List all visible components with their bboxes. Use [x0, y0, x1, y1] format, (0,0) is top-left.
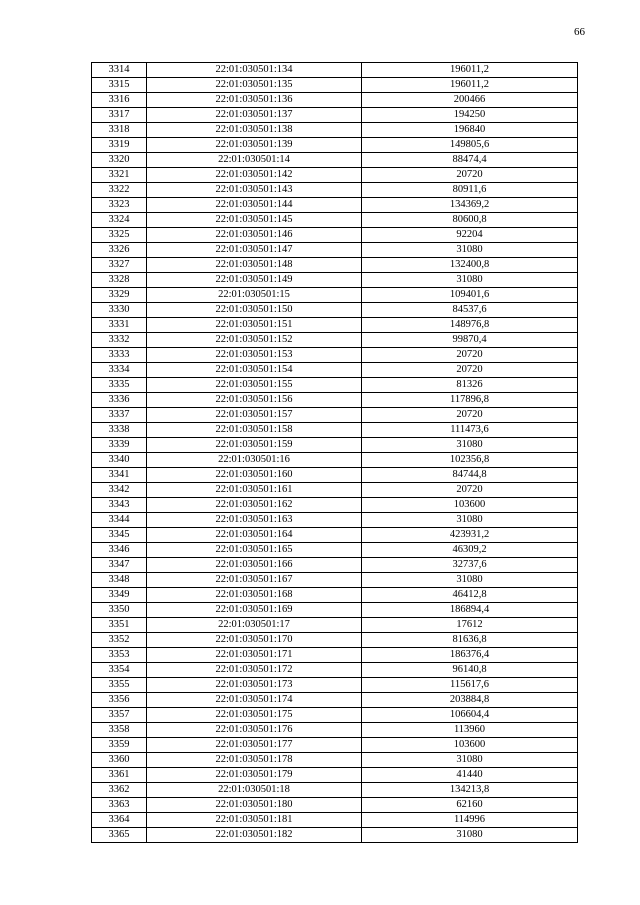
value-cell: 84744,8 — [362, 468, 578, 483]
row-number-cell: 3354 — [92, 663, 147, 678]
table-row — [92, 678, 578, 693]
row-number-cell: 3345 — [92, 528, 147, 543]
cadastral-number-cell: 22:01:030501:18 — [147, 783, 362, 798]
row-number-cell: 3315 — [92, 78, 147, 93]
row-number-cell: 3357 — [92, 708, 147, 723]
table-row — [92, 708, 578, 723]
table-row — [92, 723, 578, 738]
row-number-cell: 3319 — [92, 138, 147, 153]
table-row — [92, 693, 578, 708]
value-cell: 31080 — [362, 753, 578, 768]
cadastral-number-cell: 22:01:030501:172 — [147, 663, 362, 678]
value-cell: 132400,8 — [362, 258, 578, 273]
value-cell: 31080 — [362, 438, 578, 453]
cadastral-number-cell: 22:01:030501:137 — [147, 108, 362, 123]
value-cell: 46309,2 — [362, 543, 578, 558]
value-cell: 423931,2 — [362, 528, 578, 543]
value-cell: 20720 — [362, 168, 578, 183]
table-row — [92, 318, 578, 333]
cadastral-number-cell: 22:01:030501:139 — [147, 138, 362, 153]
row-number-cell: 3328 — [92, 273, 147, 288]
row-number-cell: 3361 — [92, 768, 147, 783]
cadastral-number-cell: 22:01:030501:181 — [147, 813, 362, 828]
row-number-cell: 3356 — [92, 693, 147, 708]
cadastral-number-cell: 22:01:030501:180 — [147, 798, 362, 813]
table-row — [92, 753, 578, 768]
cadastral-number-cell: 22:01:030501:149 — [147, 273, 362, 288]
cadastral-number-cell: 22:01:030501:165 — [147, 543, 362, 558]
value-cell: 96140,8 — [362, 663, 578, 678]
row-number-cell: 3362 — [92, 783, 147, 798]
table-row — [92, 468, 578, 483]
table-row — [92, 633, 578, 648]
value-cell: 32737,6 — [362, 558, 578, 573]
value-cell: 99870,4 — [362, 333, 578, 348]
cadastral-number-cell: 22:01:030501:138 — [147, 123, 362, 138]
cadastral-number-cell: 22:01:030501:182 — [147, 828, 362, 843]
table-row — [92, 573, 578, 588]
table-row — [92, 603, 578, 618]
value-cell: 81326 — [362, 378, 578, 393]
value-cell: 31080 — [362, 273, 578, 288]
row-number-cell: 3359 — [92, 738, 147, 753]
value-cell: 20720 — [362, 363, 578, 378]
value-cell: 92204 — [362, 228, 578, 243]
cadastral-number-cell: 22:01:030501:167 — [147, 573, 362, 588]
value-cell: 196840 — [362, 123, 578, 138]
row-number-cell: 3331 — [92, 318, 147, 333]
cadastral-number-cell: 22:01:030501:143 — [147, 183, 362, 198]
table-row — [92, 63, 578, 78]
cadastral-number-cell: 22:01:030501:161 — [147, 483, 362, 498]
table-row — [92, 213, 578, 228]
table-row — [92, 513, 578, 528]
table-row — [92, 768, 578, 783]
row-number-cell: 3338 — [92, 423, 147, 438]
value-cell: 186894,4 — [362, 603, 578, 618]
cadastral-number-cell: 22:01:030501:148 — [147, 258, 362, 273]
row-number-cell: 3327 — [92, 258, 147, 273]
table-row — [92, 243, 578, 258]
table-row — [92, 288, 578, 303]
cadastral-number-cell: 22:01:030501:158 — [147, 423, 362, 438]
cadastral-number-cell: 22:01:030501:134 — [147, 63, 362, 78]
cadastral-number-cell: 22:01:030501:16 — [147, 453, 362, 468]
row-number-cell: 3329 — [92, 288, 147, 303]
table-row — [92, 798, 578, 813]
value-cell: 148976,8 — [362, 318, 578, 333]
value-cell: 62160 — [362, 798, 578, 813]
cadastral-number-cell: 22:01:030501:144 — [147, 198, 362, 213]
table-row — [92, 123, 578, 138]
row-number-cell: 3352 — [92, 633, 147, 648]
row-number-cell: 3332 — [92, 333, 147, 348]
table-row — [92, 783, 578, 798]
table-row — [92, 333, 578, 348]
table-row — [92, 498, 578, 513]
row-number-cell: 3326 — [92, 243, 147, 258]
table-row — [92, 543, 578, 558]
table-row — [92, 153, 578, 168]
row-number-cell: 3344 — [92, 513, 147, 528]
row-number-cell: 3351 — [92, 618, 147, 633]
table-row — [92, 738, 578, 753]
table-row — [92, 393, 578, 408]
row-number-cell: 3363 — [92, 798, 147, 813]
value-cell: 20720 — [362, 408, 578, 423]
table-row — [92, 378, 578, 393]
cadastral-number-cell: 22:01:030501:173 — [147, 678, 362, 693]
cadastral-number-cell: 22:01:030501:155 — [147, 378, 362, 393]
page-number: 66 — [574, 26, 585, 38]
cadastral-number-cell: 22:01:030501:15 — [147, 288, 362, 303]
value-cell: 111473,6 — [362, 423, 578, 438]
row-number-cell: 3317 — [92, 108, 147, 123]
value-cell: 196011,2 — [362, 63, 578, 78]
row-number-cell: 3337 — [92, 408, 147, 423]
row-number-cell: 3365 — [92, 828, 147, 843]
table-row — [92, 183, 578, 198]
table-row — [92, 258, 578, 273]
row-number-cell: 3346 — [92, 543, 147, 558]
cadastral-number-cell: 22:01:030501:179 — [147, 768, 362, 783]
value-cell: 113960 — [362, 723, 578, 738]
table-row — [92, 93, 578, 108]
cadastral-number-cell: 22:01:030501:178 — [147, 753, 362, 768]
row-number-cell: 3333 — [92, 348, 147, 363]
table-row — [92, 828, 578, 843]
table-row — [92, 303, 578, 318]
row-number-cell: 3336 — [92, 393, 147, 408]
value-cell: 102356,8 — [362, 453, 578, 468]
cadastral-number-cell: 22:01:030501:170 — [147, 633, 362, 648]
cadastral-number-cell: 22:01:030501:171 — [147, 648, 362, 663]
row-number-cell: 3330 — [92, 303, 147, 318]
value-cell: 31080 — [362, 243, 578, 258]
table-row — [92, 528, 578, 543]
cadastral-number-cell: 22:01:030501:150 — [147, 303, 362, 318]
value-cell: 20720 — [362, 483, 578, 498]
table-row — [92, 483, 578, 498]
value-cell: 17612 — [362, 618, 578, 633]
row-number-cell: 3360 — [92, 753, 147, 768]
row-number-cell: 3316 — [92, 93, 147, 108]
value-cell: 114996 — [362, 813, 578, 828]
row-number-cell: 3355 — [92, 678, 147, 693]
cadastral-number-cell: 22:01:030501:157 — [147, 408, 362, 423]
cadastral-number-cell: 22:01:030501:177 — [147, 738, 362, 753]
row-number-cell: 3364 — [92, 813, 147, 828]
table-row — [92, 228, 578, 243]
row-number-cell: 3348 — [92, 573, 147, 588]
table-row — [92, 363, 578, 378]
table-row — [92, 588, 578, 603]
table-row — [92, 198, 578, 213]
value-cell: 203884,8 — [362, 693, 578, 708]
value-cell: 46412,8 — [362, 588, 578, 603]
cadastral-number-cell: 22:01:030501:14 — [147, 153, 362, 168]
cadastral-number-cell: 22:01:030501:146 — [147, 228, 362, 243]
table-row — [92, 408, 578, 423]
table-row — [92, 273, 578, 288]
value-cell: 80600,8 — [362, 213, 578, 228]
value-cell: 103600 — [362, 738, 578, 753]
row-number-cell: 3340 — [92, 453, 147, 468]
table-row — [92, 348, 578, 363]
cadastral-number-cell: 22:01:030501:17 — [147, 618, 362, 633]
value-cell: 196011,2 — [362, 78, 578, 93]
value-cell: 80911,6 — [362, 183, 578, 198]
cadastral-number-cell: 22:01:030501:152 — [147, 333, 362, 348]
table-body — [92, 63, 578, 843]
value-cell: 194250 — [362, 108, 578, 123]
row-number-cell: 3349 — [92, 588, 147, 603]
table-row — [92, 453, 578, 468]
row-number-cell: 3350 — [92, 603, 147, 618]
cadastral-number-cell: 22:01:030501:145 — [147, 213, 362, 228]
row-number-cell: 3320 — [92, 153, 147, 168]
cadastral-number-cell: 22:01:030501:166 — [147, 558, 362, 573]
cadastral-number-cell: 22:01:030501:147 — [147, 243, 362, 258]
cadastral-number-cell: 22:01:030501:156 — [147, 393, 362, 408]
value-cell: 31080 — [362, 573, 578, 588]
table-row — [92, 813, 578, 828]
table-row — [92, 423, 578, 438]
value-cell: 200466 — [362, 93, 578, 108]
row-number-cell: 3358 — [92, 723, 147, 738]
table-row — [92, 558, 578, 573]
row-number-cell: 3347 — [92, 558, 147, 573]
value-cell: 88474,4 — [362, 153, 578, 168]
row-number-cell: 3321 — [92, 168, 147, 183]
cadastral-number-cell: 22:01:030501:160 — [147, 468, 362, 483]
cadastral-number-cell: 22:01:030501:159 — [147, 438, 362, 453]
row-number-cell: 3334 — [92, 363, 147, 378]
cadastral-number-cell: 22:01:030501:163 — [147, 513, 362, 528]
table-row — [92, 618, 578, 633]
row-number-cell: 3318 — [92, 123, 147, 138]
table-row — [92, 663, 578, 678]
value-cell: 81636,8 — [362, 633, 578, 648]
value-cell: 31080 — [362, 513, 578, 528]
cadastral-number-cell: 22:01:030501:168 — [147, 588, 362, 603]
cadastral-number-cell: 22:01:030501:175 — [147, 708, 362, 723]
data-table — [91, 62, 578, 843]
row-number-cell: 3322 — [92, 183, 147, 198]
value-cell: 106604,4 — [362, 708, 578, 723]
value-cell: 20720 — [362, 348, 578, 363]
row-number-cell: 3353 — [92, 648, 147, 663]
value-cell: 134369,2 — [362, 198, 578, 213]
value-cell: 115617,6 — [362, 678, 578, 693]
value-cell: 149805,6 — [362, 138, 578, 153]
row-number-cell: 3342 — [92, 483, 147, 498]
value-cell: 186376,4 — [362, 648, 578, 663]
table-row — [92, 78, 578, 93]
row-number-cell: 3339 — [92, 438, 147, 453]
row-number-cell: 3343 — [92, 498, 147, 513]
table-row — [92, 138, 578, 153]
value-cell: 84537,6 — [362, 303, 578, 318]
row-number-cell: 3335 — [92, 378, 147, 393]
cadastral-number-cell: 22:01:030501:136 — [147, 93, 362, 108]
value-cell: 103600 — [362, 498, 578, 513]
cadastral-number-cell: 22:01:030501:153 — [147, 348, 362, 363]
cadastral-number-cell: 22:01:030501:135 — [147, 78, 362, 93]
cadastral-number-cell: 22:01:030501:169 — [147, 603, 362, 618]
table-row — [92, 168, 578, 183]
row-number-cell: 3314 — [92, 63, 147, 78]
table-row — [92, 438, 578, 453]
value-cell: 109401,6 — [362, 288, 578, 303]
table-row — [92, 648, 578, 663]
row-number-cell: 3325 — [92, 228, 147, 243]
row-number-cell: 3324 — [92, 213, 147, 228]
cadastral-number-cell: 22:01:030501:162 — [147, 498, 362, 513]
value-cell: 41440 — [362, 768, 578, 783]
value-cell: 31080 — [362, 828, 578, 843]
row-number-cell: 3323 — [92, 198, 147, 213]
table-row — [92, 108, 578, 123]
cadastral-number-cell: 22:01:030501:176 — [147, 723, 362, 738]
cadastral-number-cell: 22:01:030501:142 — [147, 168, 362, 183]
cadastral-number-cell: 22:01:030501:151 — [147, 318, 362, 333]
cadastral-number-cell: 22:01:030501:164 — [147, 528, 362, 543]
value-cell: 134213,8 — [362, 783, 578, 798]
cadastral-number-cell: 22:01:030501:154 — [147, 363, 362, 378]
cadastral-number-cell: 22:01:030501:174 — [147, 693, 362, 708]
row-number-cell: 3341 — [92, 468, 147, 483]
value-cell: 117896,8 — [362, 393, 578, 408]
